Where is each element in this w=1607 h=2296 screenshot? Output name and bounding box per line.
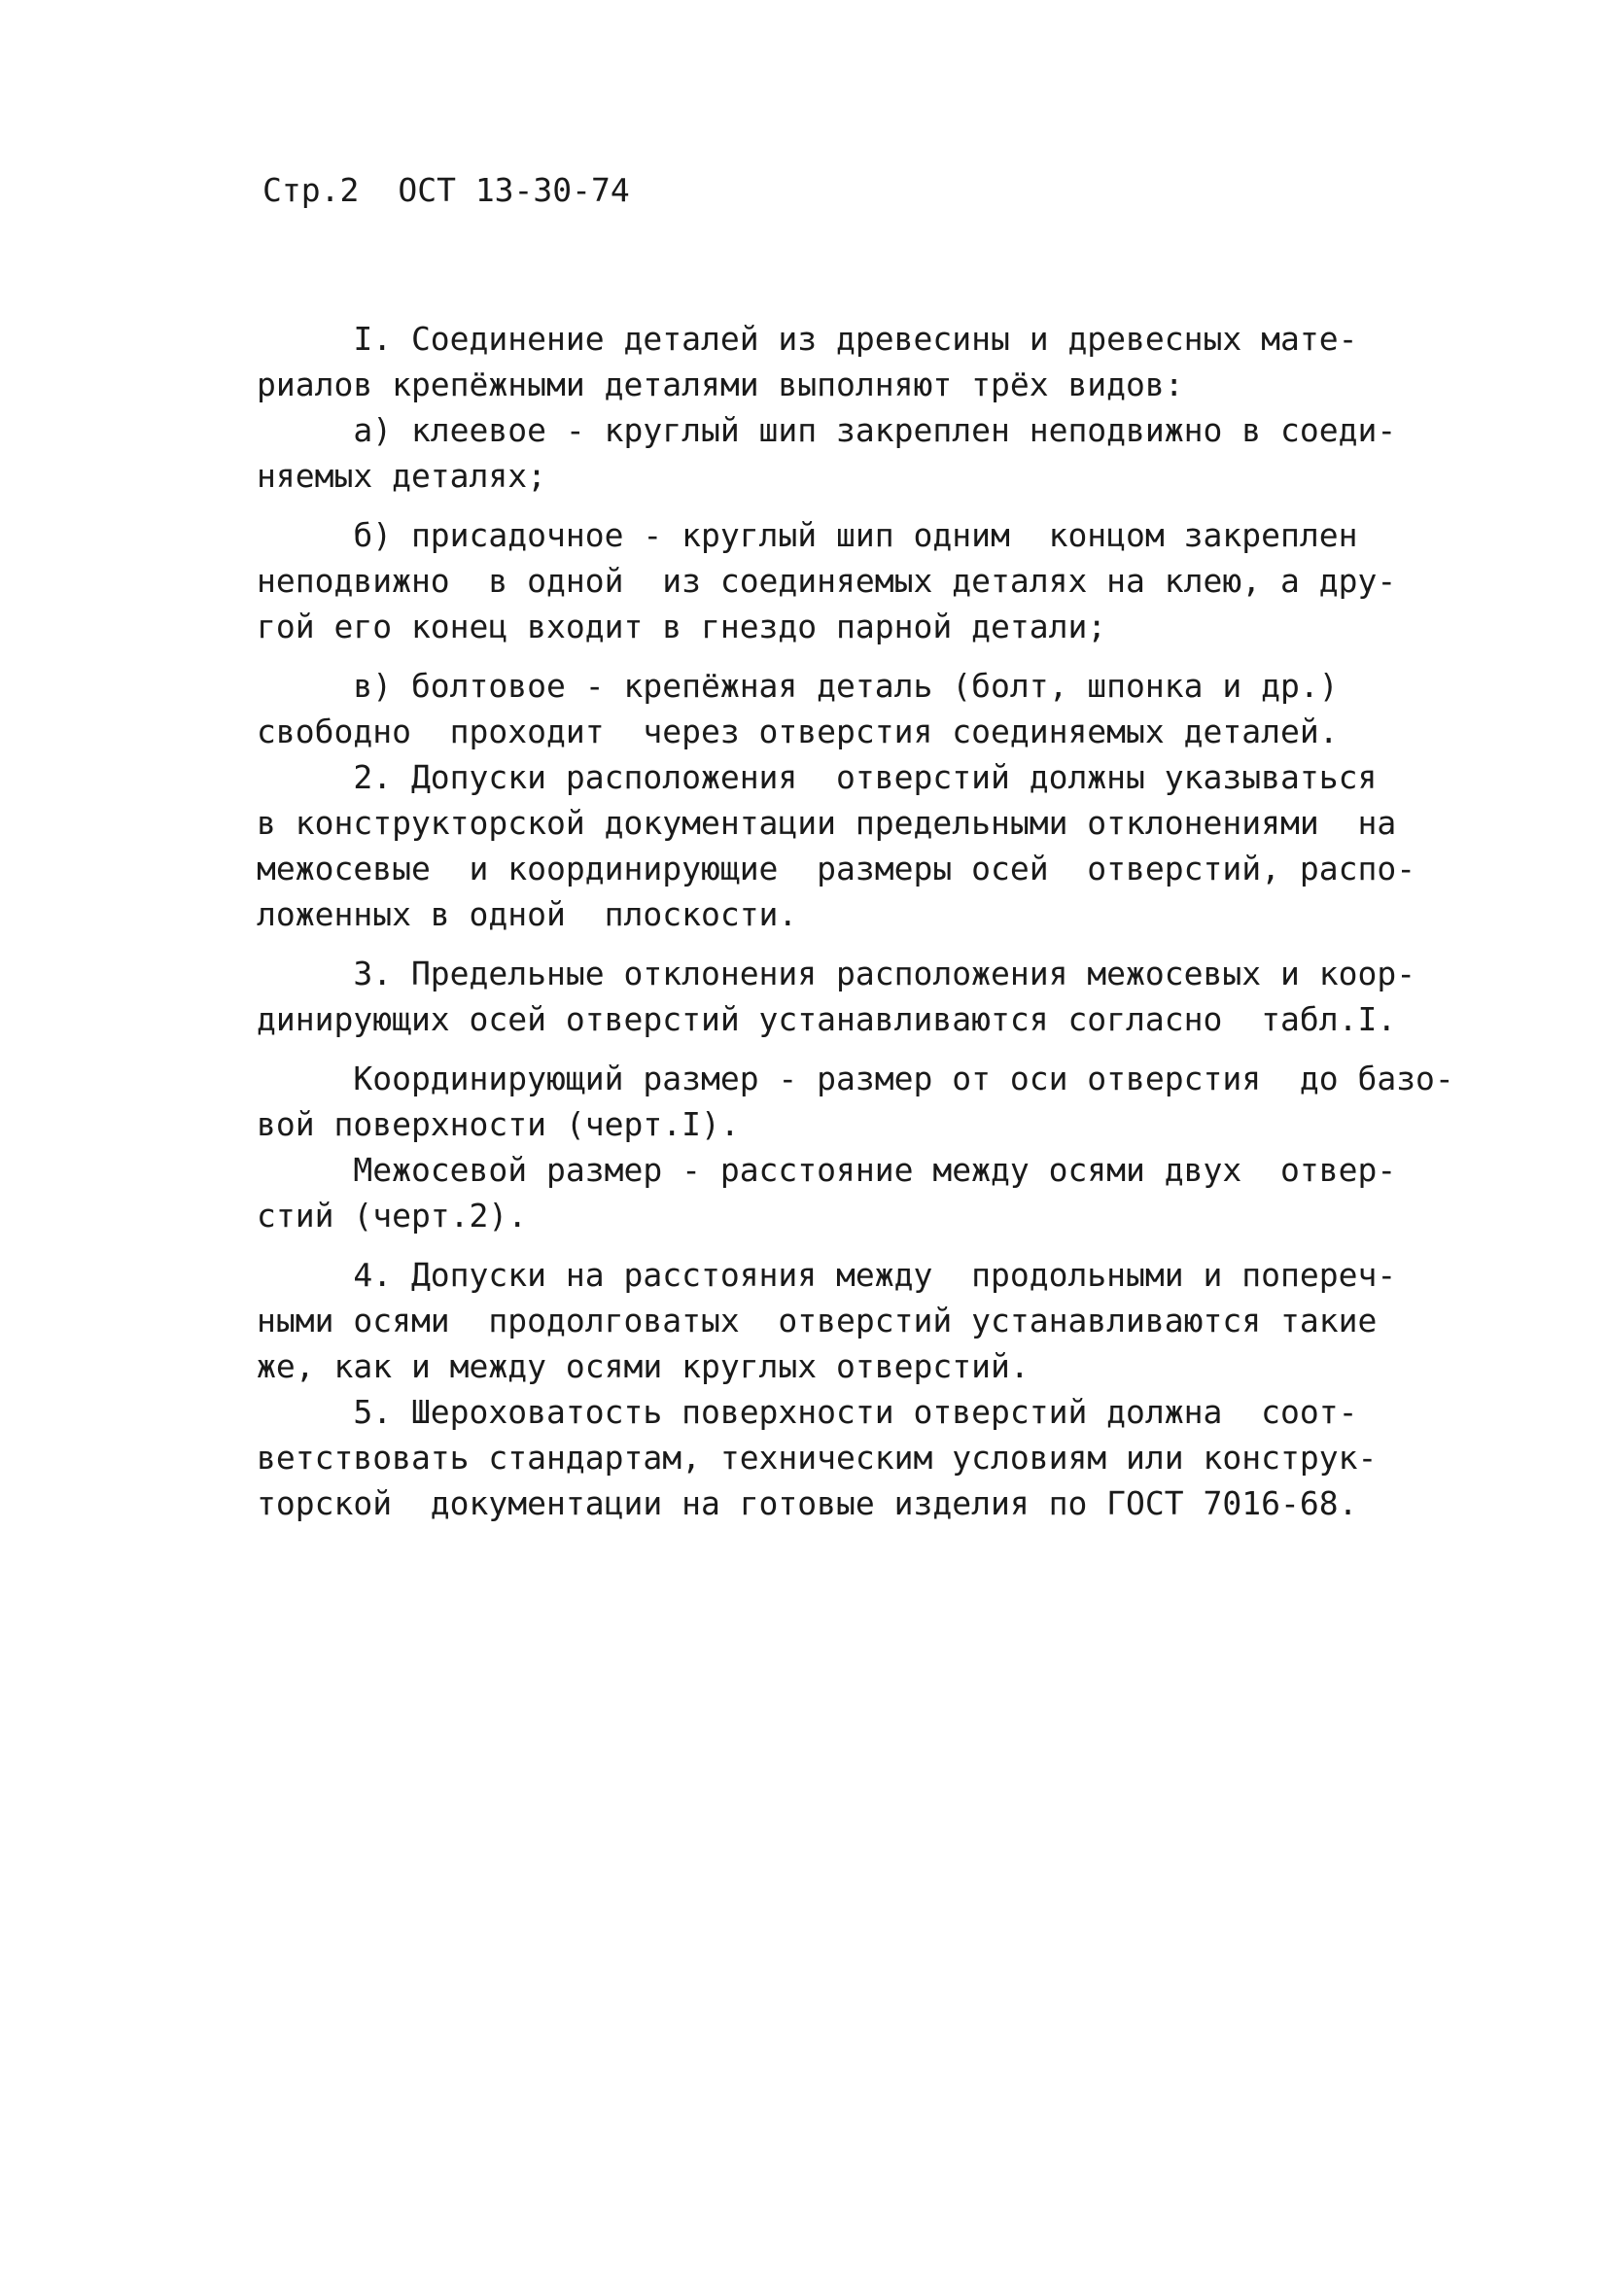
paragraph-gap [257, 499, 1384, 512]
text-line: Межосевой размер - расстояние между осями двух отвер- [257, 1151, 1397, 1189]
document-body [257, 316, 1454, 1526]
text-line: 3. Предельные отклонения расположения межосевых и коор- [257, 955, 1416, 992]
text-line: Координирующий размер - размер от оси отверстия до базо- [257, 1060, 1454, 1097]
text-line: в конструкторской документации предельными отклонениями на [257, 804, 1397, 842]
paragraph-gap [257, 937, 1384, 951]
text-line: свободно проходит через отверстия соединяемых деталей. [257, 713, 1339, 750]
text-line: торской документации на готовые изделия по ГОСТ 7016-68. [257, 1484, 1358, 1522]
text-line: а) клеевое - круглый шип закреплен неподвижно в соеди- [257, 411, 1397, 449]
text-line: ными осями продолговатых отверстий устанавливаются такие [257, 1302, 1378, 1339]
text-line: б) присадочное - круглый шип одним концом закреплен [257, 516, 1358, 554]
text-line: гой его конец входит в гнездо парной детали; [257, 608, 1107, 645]
text-line: 5. Шероховатость поверхности отверстий должна соот- [257, 1393, 1358, 1431]
text-line: межосевые и координирующие размеры осей отверстий, распо- [257, 850, 1416, 887]
text-line: стий (черт.2). [257, 1197, 528, 1235]
text-line: вой поверхности (черт.I). [257, 1105, 740, 1143]
text-line: няемых деталях; [257, 457, 547, 495]
paragraph-gap [257, 1238, 1384, 1252]
text-line: динирующих осей отверстий устанавливаются согласно табл.I. [257, 1000, 1397, 1038]
text-line: 2. Допуски расположения отверстий должны указываться [257, 758, 1378, 796]
paragraph-gap [257, 649, 1384, 663]
standard-number: ОСТ 13-30-74 [398, 171, 630, 209]
text-line: ложенных в одной плоскости. [257, 895, 798, 933]
text-line: I. Соединение деталей из древесины и древесных мате- [257, 320, 1358, 358]
text-line: в) болтовое - крепёжная деталь (болт, шпонка и др.) [257, 667, 1339, 705]
paragraph-gap [257, 1042, 1384, 1056]
page-header [262, 171, 669, 210]
page-number: Стр.2 [262, 171, 360, 209]
text-line: ветствовать стандартам, техническим условиям или конструк- [257, 1439, 1378, 1477]
text-line: же, как и между осями круглых отверстий. [257, 1347, 1030, 1385]
text-line: 4. Допуски на расстояния между продольными и попереч- [257, 1256, 1397, 1294]
text-line: риалов крепёжными деталями выполняют трёх видов: [257, 365, 1184, 403]
text-line: неподвижно в одной из соединяемых деталях на клею, а дру- [257, 562, 1397, 600]
